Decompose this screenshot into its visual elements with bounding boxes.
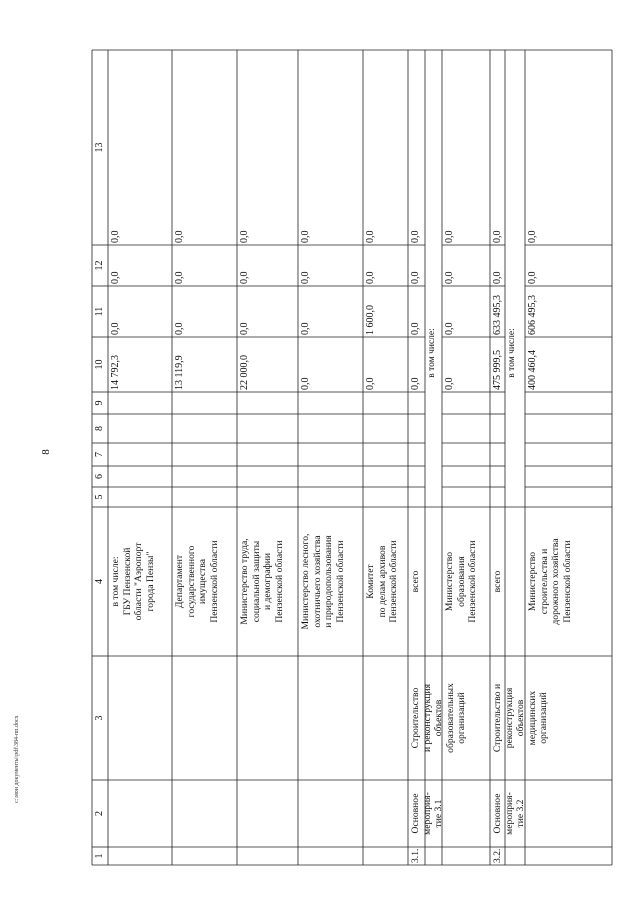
table-cell-col10: 0,0 bbox=[410, 377, 421, 390]
page-number: 8 bbox=[40, 449, 52, 455]
table-cell-col13: 0,0 bbox=[239, 230, 250, 243]
column-header-12: 12 bbox=[94, 260, 105, 271]
table-cell-col2: Основное мероприя- тие 3.1 bbox=[410, 792, 444, 835]
column-header-5: 5 bbox=[94, 494, 105, 500]
table-cell-col11: 0,0 bbox=[300, 322, 311, 335]
column-header-2: 2 bbox=[94, 811, 105, 816]
table-cell-col3: Строительство и реконструкция объектов образовательных организаций bbox=[410, 683, 467, 753]
table-cell-col12: 0,0 bbox=[492, 271, 503, 284]
table-cell-col13: 0,0 bbox=[492, 230, 503, 243]
footer-file-path: c:\мои документы\pdf\384-пп.docx bbox=[14, 715, 20, 803]
table-cell-col10: 0,0 bbox=[300, 377, 311, 390]
table-cell-col11: 0,0 bbox=[410, 322, 421, 335]
column-header-8: 8 bbox=[94, 426, 105, 431]
table-cell-col10: 0,0 bbox=[365, 377, 376, 390]
table-cell-col10: 475 999,5 bbox=[492, 350, 503, 390]
column-header-1: 1 bbox=[94, 853, 105, 859]
table-cell-col10: 22 000,0 bbox=[239, 355, 250, 390]
column-header-4: 4 bbox=[94, 579, 105, 584]
table-cell-col10: 400 460,4 bbox=[527, 350, 538, 390]
table-cell-col10: 14 792,3 bbox=[110, 355, 121, 390]
table-cell-col11: 0,0 bbox=[110, 322, 121, 335]
table-cell-col13: 0,0 bbox=[365, 230, 376, 243]
table-cell-col13: 0,0 bbox=[110, 230, 121, 243]
column-header-3: 3 bbox=[94, 715, 105, 721]
table-cell-col1: 3.2. bbox=[492, 848, 503, 863]
table-cell-col4: всего bbox=[492, 570, 503, 593]
table-cell-col4: Департамент государственного имущества Пензенской области bbox=[174, 540, 220, 623]
table-cell-col12: 0,0 bbox=[300, 271, 311, 284]
table-cell-col12: 0,0 bbox=[410, 271, 421, 284]
table-cell-col4: Министерство труда, социальной защиты и демографии Пензенской области bbox=[239, 538, 285, 625]
table-cell-col4: в том числе: ГБУ Пензенской области "Аэропорт города Пензы" bbox=[110, 542, 156, 621]
table-cell-col12: 0,0 bbox=[110, 271, 121, 284]
table-cell-col13: 0,0 bbox=[410, 230, 421, 243]
column-header-10: 10 bbox=[94, 359, 105, 370]
table-cell-col4: Комитет по делам архивов Пензенской области bbox=[365, 540, 399, 623]
column-header-13: 13 bbox=[94, 142, 105, 153]
table-cell-col4: Министерство строительства и дорожного хозяйства Пензенской области bbox=[527, 538, 573, 625]
table-cell-col10: 13 119,9 bbox=[174, 355, 185, 390]
column-header-11: 11 bbox=[94, 306, 105, 317]
inline-subheader: в том числе: bbox=[507, 328, 517, 378]
table-cell-col13: 0,0 bbox=[174, 230, 185, 243]
inline-subheader: в том числе: bbox=[427, 328, 437, 378]
table-cell-col12: 0,0 bbox=[174, 271, 185, 284]
table-cell-col11: 606 495,3 bbox=[527, 295, 538, 335]
table-cell-col3: Строительство и реконструкция объектов медицинских организаций bbox=[492, 683, 549, 753]
table-cell-col13: 0,0 bbox=[527, 230, 538, 243]
column-header-7: 7 bbox=[94, 452, 105, 457]
table-cell-col11: 633 495,3 bbox=[492, 295, 503, 335]
table-cell-col2: Основное мероприя- тие 3.2 bbox=[492, 792, 526, 835]
table-cell-col11: 0,0 bbox=[239, 322, 250, 335]
table-cell-col12: 0,0 bbox=[527, 271, 538, 284]
table-cell-col1: 3.1. bbox=[410, 848, 421, 863]
table-cell-col12: 0,0 bbox=[239, 271, 250, 284]
table-cell-col10: 0,0 bbox=[444, 377, 455, 390]
table-cell-col11: 0,0 bbox=[174, 322, 185, 335]
table-cell-col4: Министерство лесного, охотничьего хозяйства и природопользования Пензенской области bbox=[300, 533, 346, 630]
table-cell-col13: 0,0 bbox=[444, 230, 455, 243]
table-cell-col12: 0,0 bbox=[365, 271, 376, 284]
table-cell-col11: 0,0 bbox=[444, 322, 455, 335]
column-header-9: 9 bbox=[94, 400, 105, 406]
table-cell-col13: 0,0 bbox=[300, 230, 311, 243]
table-cell-col12: 0,0 bbox=[444, 271, 455, 284]
column-header-6: 6 bbox=[94, 474, 105, 479]
table-cell-col4: Министерство образования Пензенской области bbox=[444, 540, 478, 623]
table-cell-col11: 1 600,0 bbox=[365, 305, 376, 335]
table-cell-col4: всего bbox=[410, 570, 421, 593]
